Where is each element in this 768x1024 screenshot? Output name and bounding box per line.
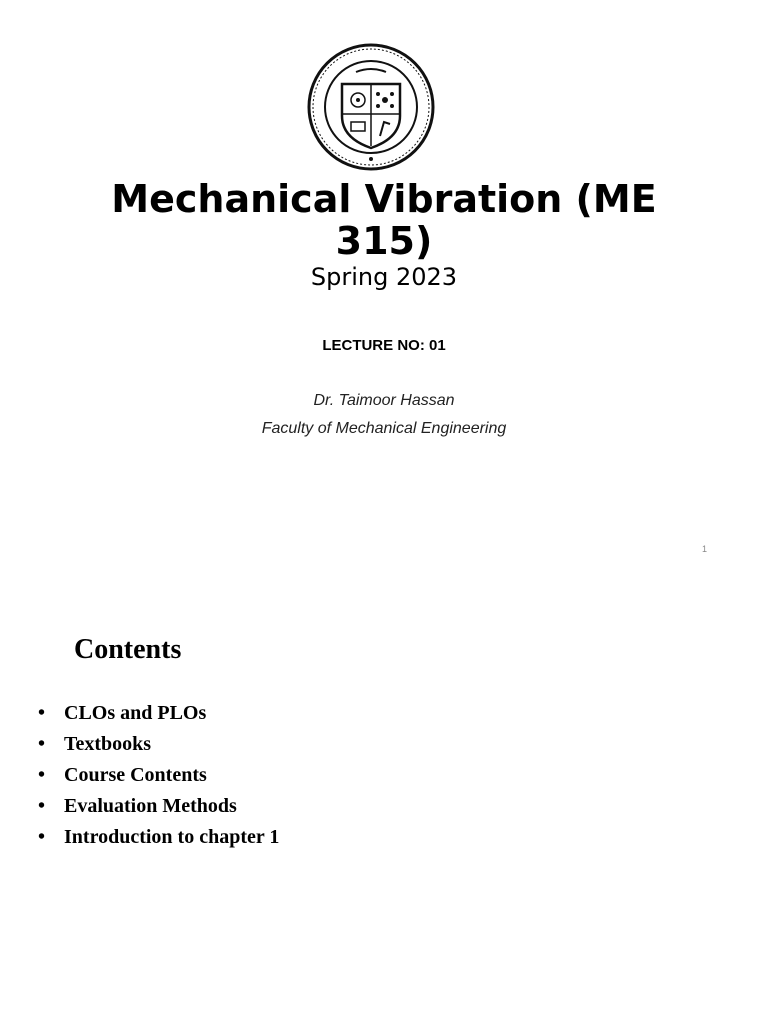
bullet-icon: • xyxy=(38,733,46,755)
semester-subtitle: Spring 2023 xyxy=(310,263,458,291)
bullet-icon: • xyxy=(38,795,46,817)
page-number: 1 xyxy=(702,544,708,554)
list-item xyxy=(38,793,279,824)
presentation-title: Mechanical Vibration (ME 315) xyxy=(111,177,657,263)
list-item-label: Course Contents xyxy=(64,764,207,786)
list-item xyxy=(38,762,279,793)
list-item-label: Introduction to chapter 1 xyxy=(64,826,280,848)
author-name: Dr. Taimoor Hassan xyxy=(313,392,455,409)
contents-list xyxy=(38,700,279,855)
list-item-label: Evaluation Methods xyxy=(64,795,237,817)
faculty-name: Faculty of Mechanical Engineering xyxy=(261,420,507,437)
contents-heading: Contents xyxy=(74,634,182,665)
bullet-icon: • xyxy=(38,826,46,848)
contents-slide xyxy=(0,580,768,1024)
institute-seal-icon xyxy=(306,42,436,172)
lecture-number: LECTURE NO: 01 xyxy=(322,337,446,354)
bullet-icon: • xyxy=(38,702,46,724)
list-item xyxy=(38,731,279,762)
list-item-label: CLOs and PLOs xyxy=(64,702,207,724)
list-item xyxy=(38,700,279,731)
list-item xyxy=(38,824,279,855)
list-item-label: Textbooks xyxy=(64,733,152,755)
bullet-icon: • xyxy=(38,764,46,786)
